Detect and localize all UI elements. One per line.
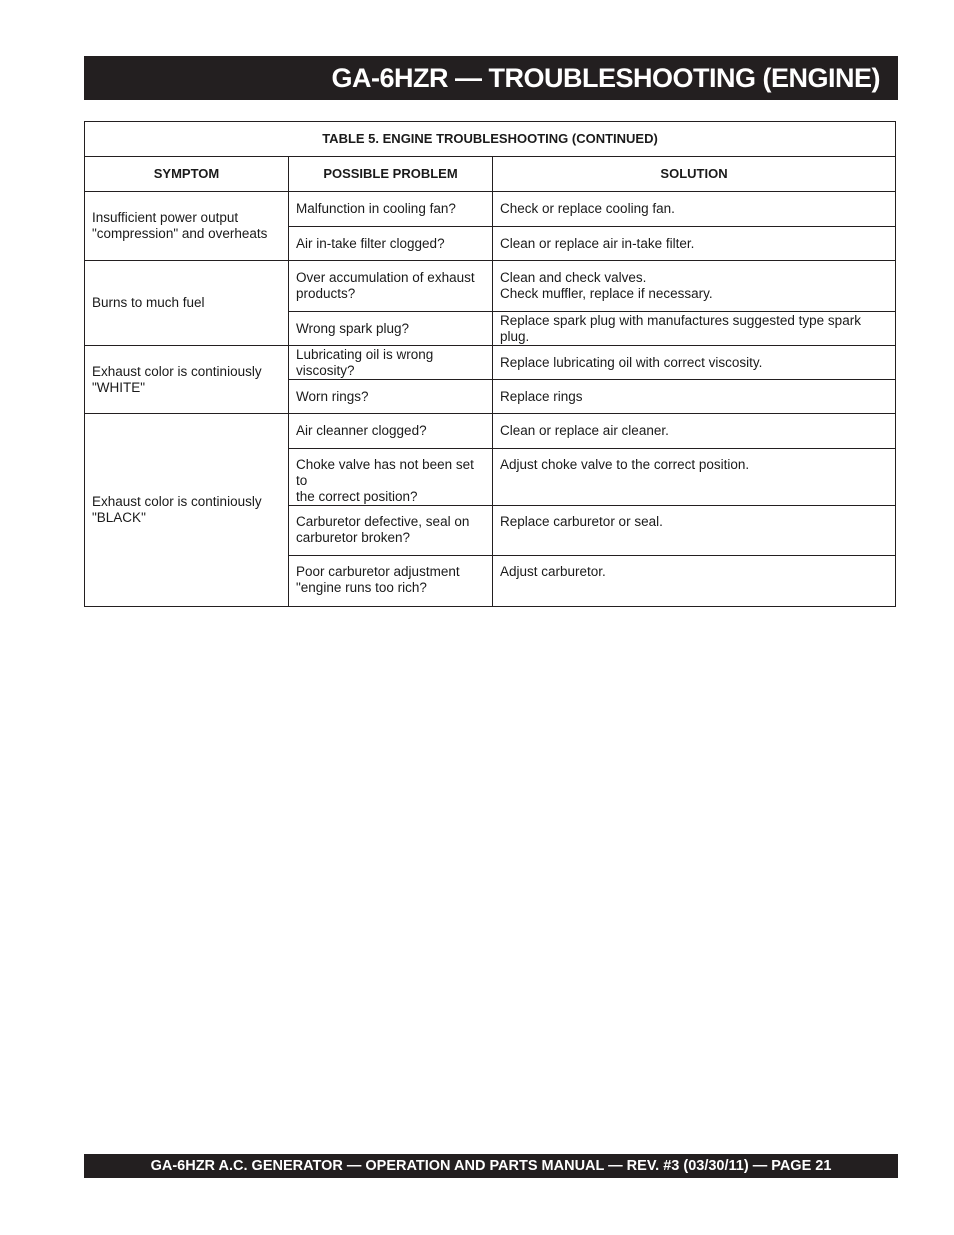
cell-line: Replace spark plug with manufactures suggested type spark plug. (500, 312, 861, 344)
problem-cell (289, 449, 493, 506)
problem-cell (289, 346, 493, 380)
cell-line: Check muffler, replace if necessary. (500, 286, 713, 301)
cell-line: "BLACK" (92, 510, 146, 525)
cell-line: Air cleanner clogged? (296, 423, 427, 438)
cell-line: carburetor broken? (296, 530, 411, 545)
symptom-cell (85, 261, 289, 346)
cell-line: Adjust carburetor. (500, 564, 606, 579)
cell-line: Carburetor defective, seal on (296, 514, 470, 529)
solution-cell (493, 506, 896, 556)
problem-cell (289, 312, 493, 346)
cell-line: "compression" and overheats (92, 226, 268, 241)
cell-line: Malfunction in cooling fan? (296, 201, 456, 216)
solution-cell (493, 380, 896, 414)
solution-cell (493, 414, 896, 449)
problem-cell (289, 506, 493, 556)
cell-line: Exhaust color is continiously (92, 363, 262, 379)
table-body (85, 192, 896, 607)
cell-line: Clean or replace air cleaner. (500, 423, 669, 438)
cell-line: the correct position? (296, 489, 418, 504)
solution-cell (493, 312, 896, 346)
problem-cell (289, 261, 493, 312)
cell-line: Adjust choke valve to the correct position. (500, 457, 750, 472)
symptom-cell (85, 414, 289, 607)
cell-line: Worn rings? (296, 388, 369, 404)
column-header-solution: SOLUTION (493, 157, 896, 192)
cell-line: Over accumulation of exhaust (296, 270, 475, 285)
solution-cell (493, 227, 896, 261)
cell-line: Air in-take filter clogged? (296, 235, 445, 251)
page-footer-text: GA-6HZR A.C. GENERATOR — OPERATION AND PARTS MANUAL — REV. #3 (03/30/11) — PAGE 21 (150, 1158, 832, 1174)
cell-line: "engine runs too rich? (296, 580, 427, 595)
troubleshooting-table (84, 121, 896, 607)
column-header-symptom: SYMPTOM (85, 157, 289, 192)
cell-line: Poor carburetor adjustment (296, 564, 460, 579)
cell-line: Exhaust color is continiously (92, 494, 262, 509)
problem-cell (289, 227, 493, 261)
table-row (85, 261, 896, 312)
cell-line: Insufficient power output (92, 210, 239, 225)
page-footer-bar (84, 1154, 898, 1178)
symptom-cell (85, 192, 289, 261)
symptom-cell (85, 346, 289, 414)
cell-line: Replace rings (500, 388, 583, 404)
table-row (85, 414, 896, 449)
cell-line: Choke valve has not been set to (296, 457, 474, 488)
solution-cell (493, 192, 896, 227)
problem-cell (289, 380, 493, 414)
solution-cell (493, 449, 896, 506)
problem-cell (289, 556, 493, 607)
table-caption: TABLE 5. ENGINE TROUBLESHOOTING (CONTINUED) (85, 122, 896, 157)
cell-line: Replace lubricating oil with correct viscosity. (500, 354, 763, 370)
solution-cell (493, 261, 896, 312)
cell-line: Lubricating oil is wrong viscosity? (296, 346, 434, 378)
solution-cell (493, 556, 896, 607)
column-header-possible-problem: POSSIBLE PROBLEM (289, 157, 493, 192)
page-header-bar (84, 56, 898, 100)
table-header-row (85, 157, 896, 192)
cell-line: Clean and check valves. (500, 270, 647, 285)
solution-cell (493, 346, 896, 380)
cell-line: Wrong spark plug? (296, 320, 410, 336)
cell-line: Clean or replace air in-take filter. (500, 235, 695, 251)
cell-line: Replace carburetor or seal. (500, 514, 663, 529)
table-row (85, 192, 896, 227)
table-caption-row (85, 122, 896, 157)
cell-line: products? (296, 286, 356, 301)
problem-cell (289, 414, 493, 449)
page-title: GA-6HZR — TROUBLESHOOTING (ENGINE) (331, 63, 880, 93)
cell-line: "WHITE" (92, 379, 146, 395)
problem-cell (289, 192, 493, 227)
cell-line: Burns to much fuel (92, 295, 205, 310)
cell-line: Check or replace cooling fan. (500, 201, 675, 216)
table-row (85, 346, 896, 380)
